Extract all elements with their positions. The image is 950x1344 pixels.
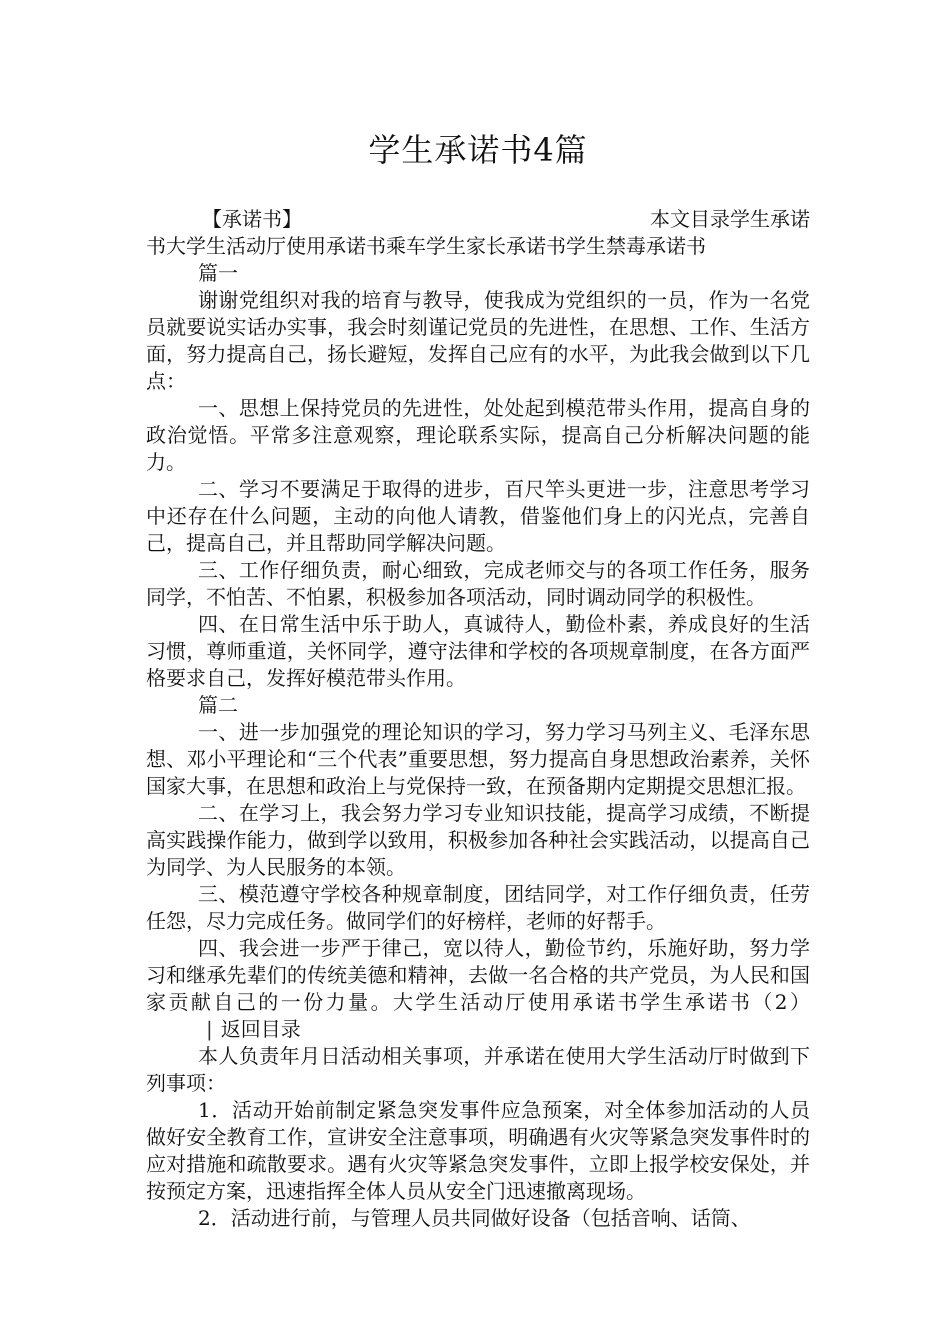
part1-paragraph: 三、工作仔细负责，耐心细致，完成老师交与的各项工作任务，服务同学，不怕苦、不怕累，积极参加各项活动，同时调动同学的积极性。	[146, 558, 810, 609]
part1-heading: 篇一	[198, 261, 238, 285]
toc-heading: 本文目录学生承诺	[650, 207, 810, 231]
part2-last-paragraph	[146, 935, 810, 1043]
document-page	[146, 128, 810, 1232]
toc-list: 书大学生活动厅使用承诺书乘车学生家长承诺书学生禁毒承诺书	[146, 234, 706, 258]
part1-paragraph: 四、在日常生活中乐于助人，真诚待人，勤俭朴素，养成良好的生活习惯，尊师重道，关怀同学，遵守法律和学校的各项规章制度，在各方面严格要求自己，发挥好模范带头作用。	[146, 612, 810, 690]
intro-tag: 【承诺书】	[202, 207, 302, 231]
part1-paragraph: 一、思想上保持党员的先进性，处处起到模范带头作用，提高自身的政治觉悟。平常多注意观察，理论联系实际，提高自己分析解决问题的能力。	[146, 396, 810, 474]
link-separator: |	[206, 1017, 213, 1041]
part2-paragraph: 三、模范遵守学校各种规章制度，团结同学，对工作仔细负责，任劳任怨，尽力完成任务。做同学们的好榜样，老师的好帮手。	[146, 882, 810, 933]
part2-heading: 篇二	[198, 693, 238, 717]
part3-paragraph: 本人负责年月日活动相关事项，并承诺在使用大学生活动厅时做到下列事项：	[146, 1044, 810, 1095]
part2-last-text: 四、我会进一步严于律己，宽以待人，勤俭节约，乐施好助，努力学习和继承先辈们的传统美德和精神，去做一名合格的共产党员，为人民和国家贡献自己的一份力量。大学生活动厅使用承诺书学生承诺书（2）	[146, 936, 810, 1014]
part2-paragraph: 一、进一步加强党的理论知识的学习，努力学习马列主义、毛泽东思想、邓小平理论和“三个代表”重要思想，努力提高自身思想政治素养，关怀国家大事，在思想和政治上与党保持一致，在预备期内定期提交思想汇报。	[146, 720, 810, 798]
intro-header-line	[146, 206, 810, 233]
part1-paragraph: 二、学习不要满足于取得的进步，百尺竿头更进一步，注意思考学习中还存在什么问题，主动的向他人请教，借鉴他们身上的闪光点，完善自己，提高自己，并且帮助同学解决问题。	[146, 477, 810, 555]
return-to-toc-link[interactable]: 返回目录	[220, 1017, 301, 1041]
part3-paragraph: 2．活动进行前，与管理人员共同做好设备（包括音响、话筒、	[198, 1206, 751, 1230]
document-body	[146, 206, 810, 1232]
part3-paragraph: 1．活动开始前制定紧急突发事件应急预案，对全体参加活动的人员做好安全教育工作，宣讲安全注意事项，明确遇有火灾等紧急突发事件时的应对措施和疏散要求。遇有火灾等紧急突发事件，立即上报学校安保处，并按预定方案，迅速指挥全体人员从安全门迅速撤离现场。	[146, 1098, 810, 1203]
part2-paragraph: 二、在学习上，我会努力学习专业知识技能，提高学习成绩，不断提高实践操作能力，做到学以致用，积极参加各种社会实践活动，以提高自己为同学、为人民服务的本领。	[146, 801, 810, 879]
document-title: 学生承诺书4篇	[368, 131, 588, 169]
part1-paragraph: 谢谢党组织对我的培育与教导，使我成为党组织的一员，作为一名党员就要说实话办实事，我会时刻谨记党员的先进性，在思想、工作、生活方面，努力提高自己，扬长避短，发挥自己应有的水平，为此我会做到以下几点：	[146, 288, 810, 393]
